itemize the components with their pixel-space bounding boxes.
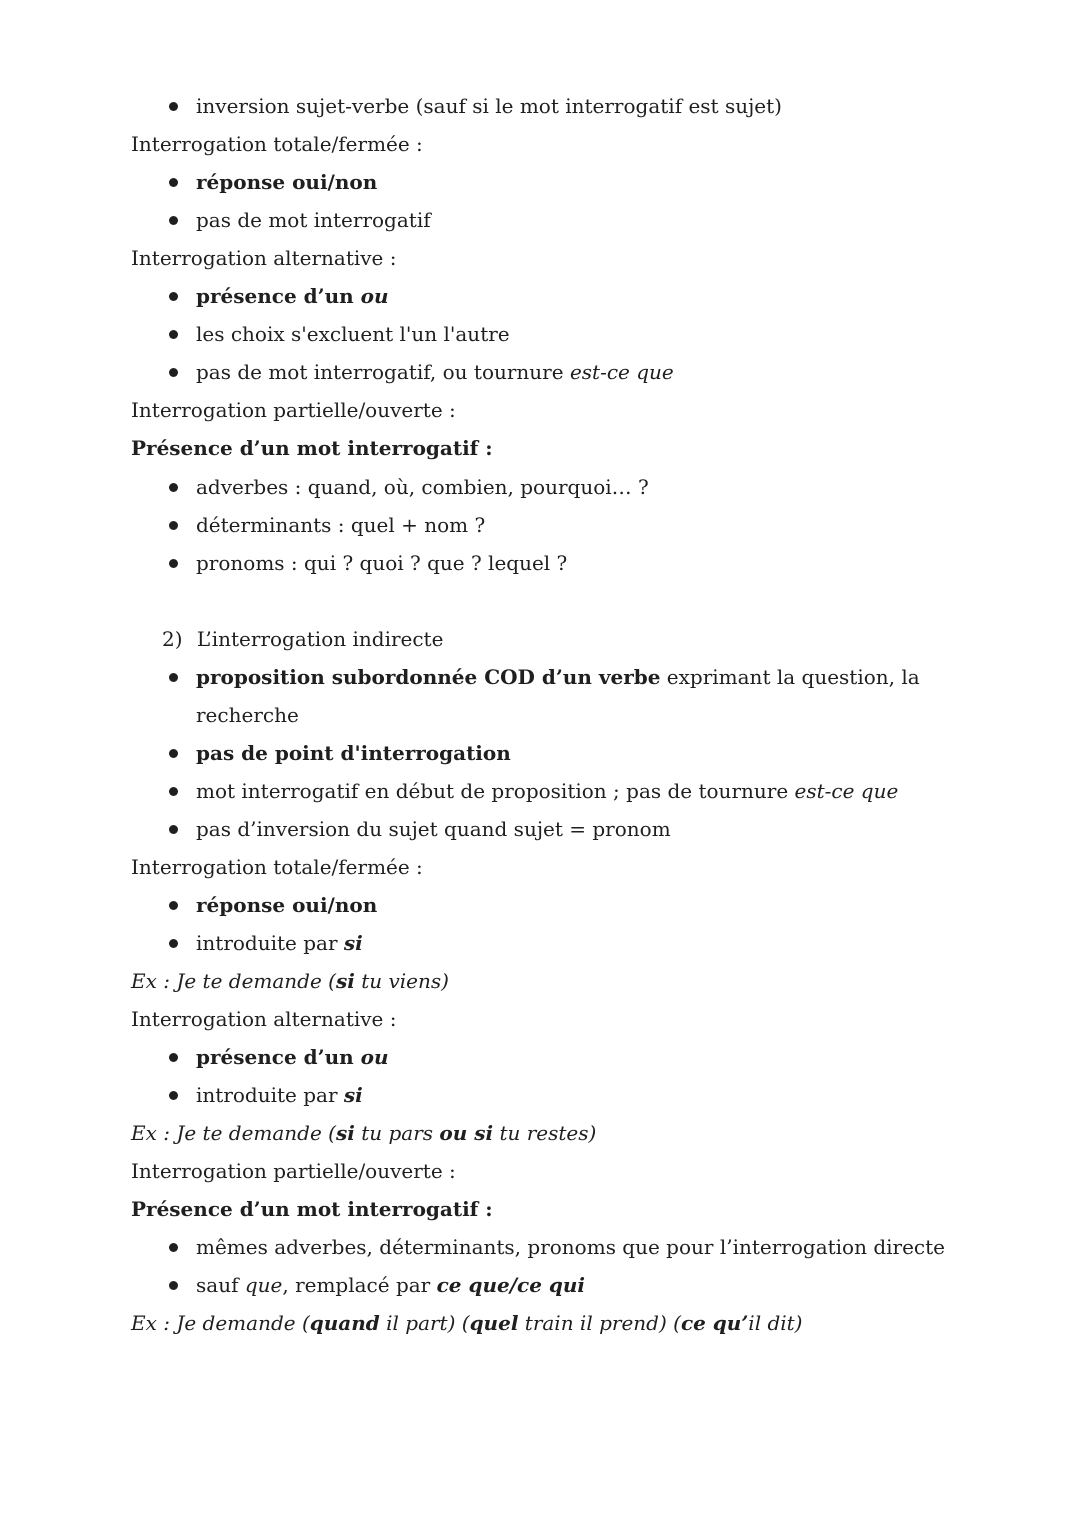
bullet-proposition-cod [196,664,920,690]
example-text: tu pars [354,1121,440,1145]
est-ce-que: est-ce que [794,779,899,803]
bullet-memes-adverbes: mêmes adverbes, déterminants, pronoms que pour l’interrogation directe [196,1235,946,1259]
example-bold: ce qu’ [680,1311,749,1335]
bullet-text: sauf [196,1273,245,1297]
bullet-mot-debut [196,778,898,804]
heading-totale-directe: Interrogation totale/fermée : [131,132,423,156]
example-partielle [131,1310,803,1336]
bullet-introduite-si [196,1082,363,1108]
que-word: que [244,1273,283,1297]
example-bold: si [335,969,355,993]
example-text: il dit) [748,1311,803,1335]
ou-word: ou [360,284,389,308]
bullet-presence-ou [196,1044,389,1070]
bullet-continuation: recherche [196,703,299,727]
bullet-inversion [196,93,782,119]
ou-word: ou [360,1045,389,1069]
est-ce-que: est-ce que [569,360,674,384]
bullet-pronoms: pronoms : qui ? quoi ? que ? lequel ? [196,551,568,575]
section-title: L’interrogation indirecte [196,627,444,651]
si-word: si [343,1083,363,1107]
bullet-text: présence d’un [196,284,361,308]
presence-mot-interrogatif: Présence d’un mot interrogatif : [131,436,493,460]
section-number: 2) [162,627,183,651]
bullet-text: introduite par [196,1083,344,1107]
section-title-indirecte [162,626,443,652]
example-alternative [131,1120,596,1146]
bullet-text: introduite par [196,931,344,955]
bullet-presence-ou [196,283,389,309]
bullet-reponse-oui-non: réponse oui/non [196,893,378,917]
si-word: si [343,931,363,955]
ce-que-ce-qui: ce que/ce qui [436,1273,586,1297]
bullet-text: , remplacé par [282,1273,437,1297]
bullet-pas-inversion: pas d’inversion du sujet quand sujet = pronom [196,817,671,841]
example-text: tu viens) [354,969,449,993]
bullet-pas-de-mot: pas de mot interrogatif [196,208,431,232]
bullet-text: présence d’un [196,1045,361,1069]
bullet-introduite-si [196,930,363,956]
example-bold: si [335,1121,355,1145]
bullet-text: mot interrogatif en début de proposition ; pas de tournure [196,779,795,803]
bullet-text-bold: proposition subordonnée COD d’un verbe [196,665,661,689]
heading-totale-indirecte: Interrogation totale/fermée : [131,855,423,879]
example-text: Ex : Je demande ( [131,1311,310,1335]
example-bold: quand [309,1311,380,1335]
bullet-sauf-que [196,1272,585,1298]
example-text: Ex : Je te demande ( [131,1121,336,1145]
bullet-reponse-oui-non: réponse oui/non [196,170,378,194]
bullet-adverbes: adverbes : quand, où, combien, pourquoi… ? [196,475,649,499]
heading-partielle-directe: Interrogation partielle/ouverte : [131,398,456,422]
bullet-choix-excluent: les choix s'excluent l'un l'autre [196,322,510,346]
example-bold: ou si [439,1121,494,1145]
bullet-text: pas de mot interrogatif, ou tournure [196,360,570,384]
bullet-tournure [196,359,674,385]
heading-alternative-directe: Interrogation alternative : [131,246,397,270]
presence-mot-interrogatif: Présence d’un mot interrogatif : [131,1197,493,1221]
example-totale [131,968,449,994]
bullet-text: exprimant la question, la [660,665,920,689]
bullet-determinants: déterminants : quel + nom ? [196,513,486,537]
example-text: tu restes) [493,1121,597,1145]
heading-alternative-indirecte: Interrogation alternative : [131,1007,397,1031]
example-text: train il prend) ( [518,1311,681,1335]
heading-partielle-indirecte: Interrogation partielle/ouverte : [131,1159,456,1183]
example-text: il part) ( [379,1311,470,1335]
example-text: Ex : Je te demande ( [131,969,336,993]
example-bold: quel [469,1311,519,1335]
bullet-pas-point: pas de point d'interrogation [196,741,511,765]
bullet-text: inversion sujet-verbe (sauf si le mot interrogatif est sujet) [196,94,782,118]
